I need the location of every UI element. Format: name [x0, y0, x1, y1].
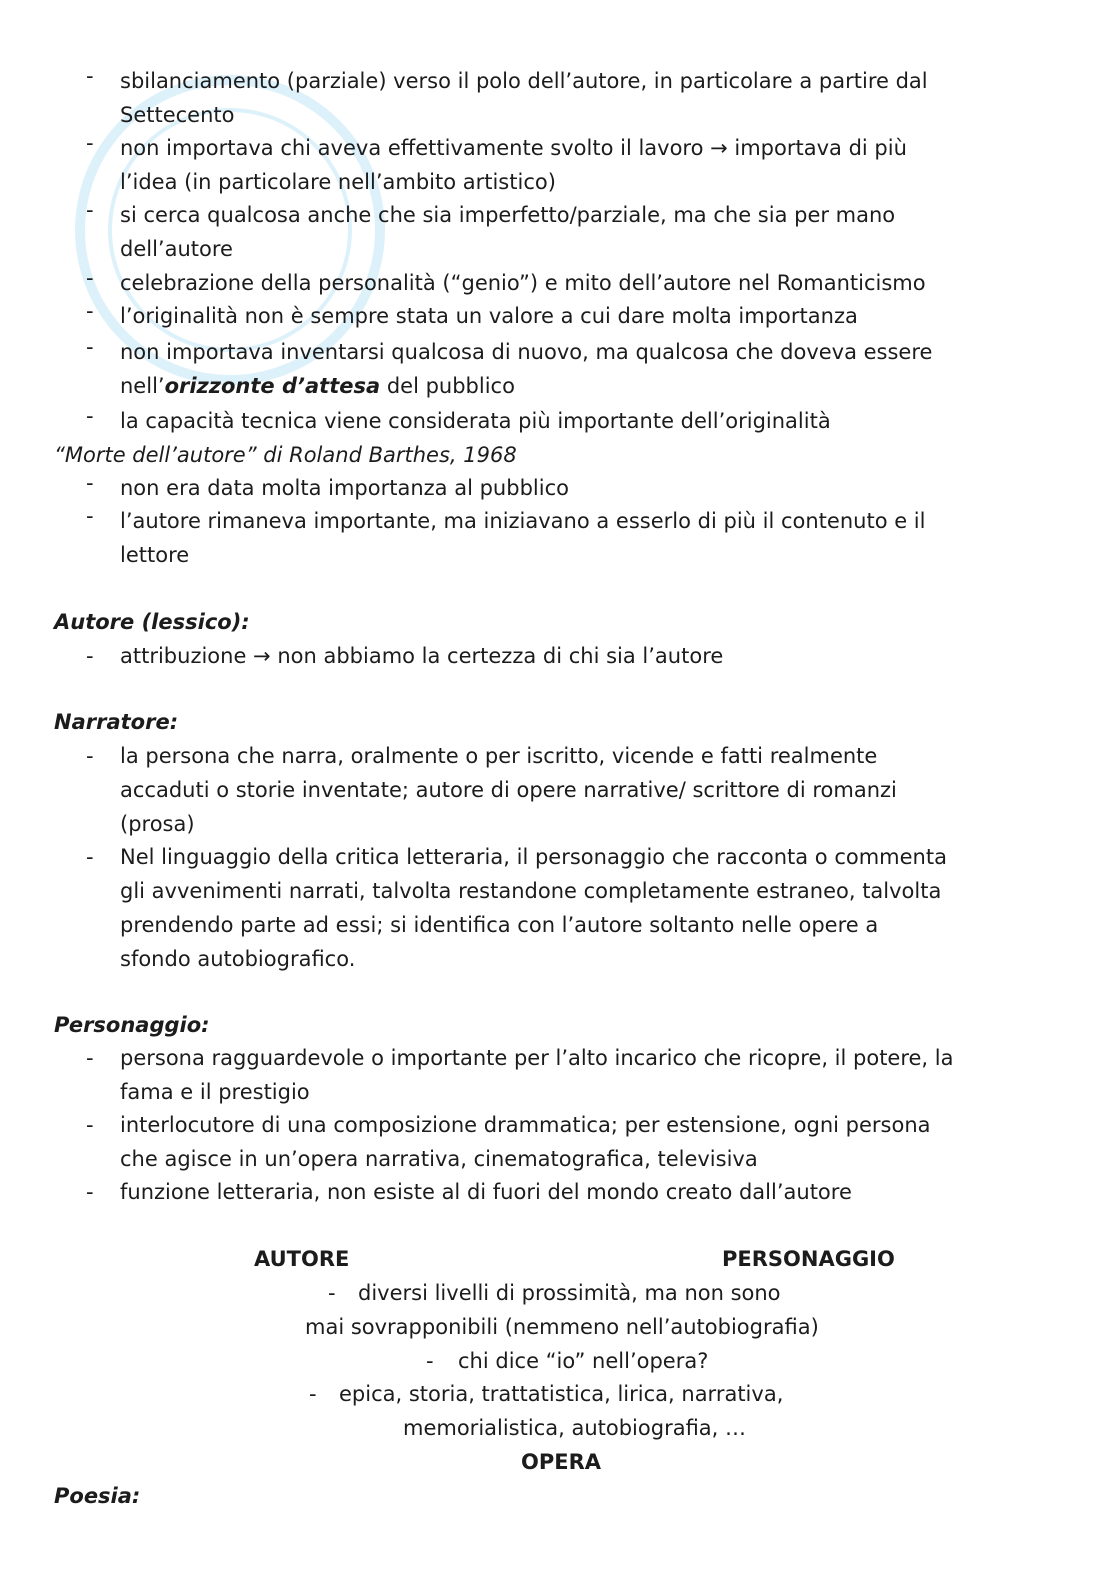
list-item: interlocutore di una composizione drammatica; per estensione, ogni persona che agisce in un’opera narrativa, cinematografica, televisiva: [120, 1113, 931, 1171]
diagram-autore-label: AUTORE: [254, 1247, 350, 1271]
bullet-dash: -: [86, 644, 94, 668]
diagram-item-dash: -: [426, 1349, 434, 1373]
bullet-dash: -: [86, 131, 94, 155]
list-item: persona ragguardevole o importante per l’alto incarico che ricopre, il potere, la fama e il prestigio: [120, 1046, 954, 1104]
list-item: si cerca qualcosa anche che sia imperfetto/parziale, ma che sia per mano dell’autore: [120, 203, 896, 261]
diagram-item-dash: -: [328, 1281, 336, 1305]
diagram-item: diversi livelli di prossimità, ma non sono: [358, 1281, 781, 1305]
bullet-dash: -: [86, 504, 94, 528]
bullet-dash: -: [86, 1046, 94, 1070]
bullet-dash: -: [86, 744, 94, 768]
list-item: l’autore rimaneva importante, ma iniziavano a esserlo di più il contenuto e il lettore: [120, 509, 926, 567]
list-item: non era data molta importanza al pubblico: [120, 476, 569, 500]
bullet-dash: -: [86, 1180, 94, 1204]
list-item: Nel linguaggio della critica letteraria, il personaggio che racconta o commenta gli avvenimenti narrati, talvolta restandone completamente estraneo, talvolta prendendo parte ad essi; si identifica con l’autore soltanto nelle opere a sfondo autobiografico.: [120, 845, 947, 971]
personaggio-heading: Personaggio:: [54, 1013, 210, 1037]
bullet-dash: -: [86, 1113, 94, 1137]
bullet-dash: -: [86, 198, 94, 222]
diagram-opera-label: OPERA: [521, 1450, 602, 1474]
list-item: non importava chi aveva effettivamente svolto il lavoro → importava di più l’idea (in particolare nell’ambito artistico): [120, 136, 907, 194]
poesia-heading: Poesia:: [54, 1484, 141, 1508]
list-item: non importava inventarsi qualcosa di nuovo, ma qualcosa che doveva essere nell’orizzonte d’attesa del pubblico: [120, 335, 932, 403]
bullet-dash: -: [86, 266, 94, 290]
diagram-item-dash: -: [309, 1382, 317, 1406]
bullet-dash: -: [86, 404, 94, 428]
list-item: funzione letteraria, non esiste al di fuori del mondo creato dall’autore: [120, 1180, 852, 1204]
list-item: la capacità tecnica viene considerata più importante dell’originalità: [120, 409, 831, 433]
autore-heading: Autore (lessico):: [54, 610, 250, 634]
diagram-item: epica, storia, trattatistica, lirica, narrativa,: [339, 1382, 784, 1406]
list-item: sbilanciamento (parziale) verso il polo dell’autore, in particolare a partire dal Settecento: [120, 69, 928, 127]
bullet-dash: -: [86, 299, 94, 323]
bullet-dash: -: [86, 845, 94, 869]
orizzonte-attesa-emphasis: orizzonte d’attesa: [164, 374, 381, 398]
barthes-citation: “Morte dell’autore” di Roland Barthes, 1968: [54, 443, 517, 467]
diagram-item: memorialistica, autobiografia, …: [403, 1416, 747, 1440]
list-item: la persona che narra, oralmente o per iscritto, vicende e fatti realmente accaduti o storie inventate; autore di opere narrative/ scrittore di romanzi (prosa): [120, 744, 897, 836]
list-item: attribuzione → non abbiamo la certezza di chi sia l’autore: [120, 644, 724, 668]
bullet-dash: -: [86, 335, 94, 359]
list-item: celebrazione della personalità (“genio”) e mito dell’autore nel Romanticismo: [120, 271, 926, 295]
diagram-item: chi dice “io” nell’opera?: [458, 1349, 709, 1373]
bullet-dash: -: [86, 471, 94, 495]
diagram-personaggio-label: PERSONAGGIO: [722, 1247, 895, 1271]
orizzonte-line: nell’orizzonte d’attesa del pubblico: [120, 374, 515, 398]
narratore-heading: Narratore:: [54, 710, 179, 734]
list-item: l’originalità non è sempre stata un valore a cui dare molta importanza: [120, 304, 858, 328]
diagram-item: mai sovrapponibili (nemmeno nell’autobiografia): [305, 1315, 819, 1339]
bullet-dash: -: [86, 64, 94, 88]
